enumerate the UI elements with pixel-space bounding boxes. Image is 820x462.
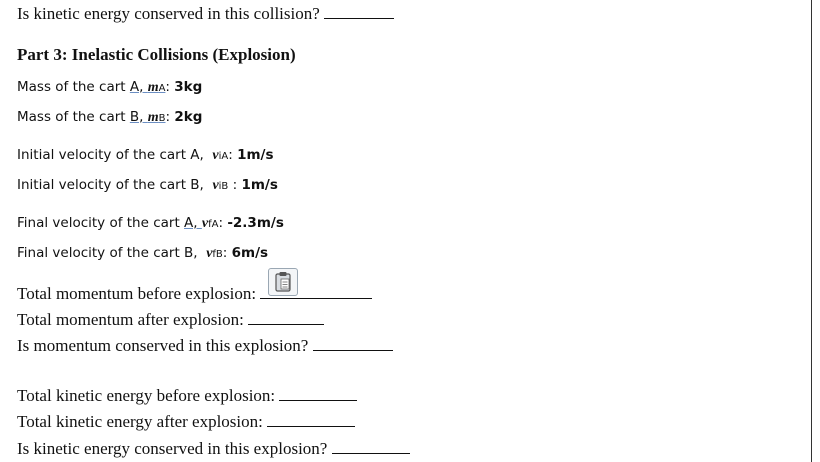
answer-blank[interactable] — [248, 310, 324, 325]
velocity-ib-value: 1m/s — [241, 177, 278, 193]
velocity-ib-row: Initial velocity of the cart B, viB : 1m/s — [17, 177, 278, 193]
mass-b-row: Mass of the cart B, mB: 2kg — [17, 109, 203, 125]
mass-a-value: 3kg — [174, 79, 203, 95]
question-ke-after: Total kinetic energy after explosion: — [17, 412, 355, 432]
answer-blank[interactable] — [332, 439, 410, 454]
question-ke-collision: Is kinetic energy conserved in this collision? — [17, 4, 394, 24]
velocity-fa-row: Final velocity of the cart A, vfA: -2.3m/s — [17, 215, 284, 231]
question-ke-conserved: Is kinetic energy conserved in this explosion? — [17, 439, 410, 459]
answer-blank[interactable] — [260, 284, 372, 299]
answer-blank[interactable] — [267, 412, 355, 427]
part3-heading: Part 3: Inelastic Collisions (Explosion) — [17, 45, 296, 64]
velocity-ia-row: Initial velocity of the cart A, viA: 1m/s — [17, 147, 274, 163]
answer-blank[interactable] — [313, 336, 393, 351]
velocity-fb-row: Final velocity of the cart B, vfB: 6m/s — [17, 245, 269, 261]
velocity-ia-value: 1m/s — [237, 147, 274, 163]
clipboard-icon[interactable] — [268, 268, 298, 296]
question-ke-before: Total kinetic energy before explosion: — [17, 386, 357, 406]
answer-blank[interactable] — [279, 386, 357, 401]
question-momentum-before: Total momentum before explosion: — [17, 284, 372, 304]
clipboard-icon-graphic — [269, 269, 297, 295]
answer-blank[interactable] — [324, 4, 394, 19]
mass-b-value: 2kg — [174, 109, 203, 125]
question-momentum-after: Total momentum after explosion: — [17, 310, 324, 330]
velocity-fa-value: -2.3m/s — [227, 215, 284, 231]
mass-a-row: Mass of the cart A, mA: 3kg — [17, 79, 203, 95]
velocity-fb-value: 6m/s — [231, 245, 269, 261]
question-momentum-conserved: Is momentum conserved in this explosion? — [17, 336, 393, 356]
